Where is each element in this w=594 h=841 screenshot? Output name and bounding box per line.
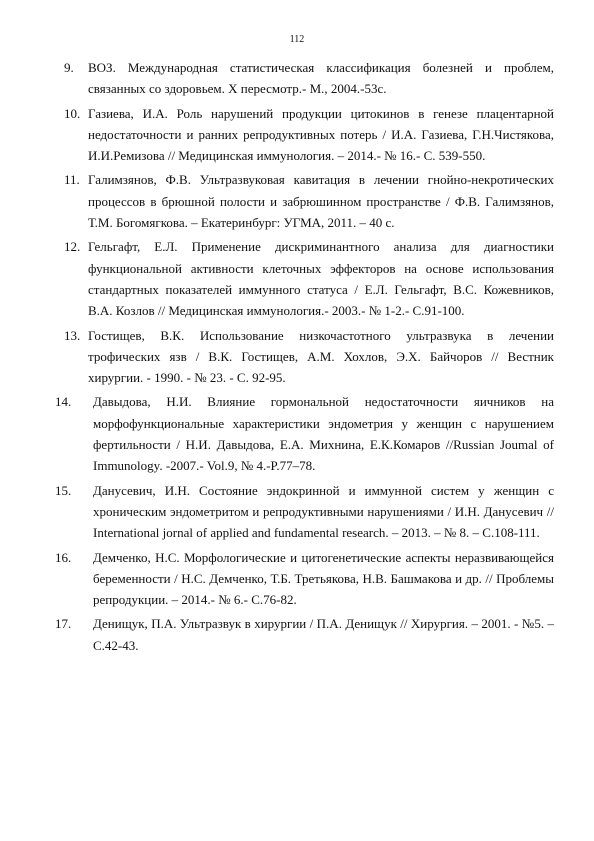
reference-text: Гельгафт, Е.Л. Применение дискриминантного анализа для диагностики функциональной активности клеточных эффекторов на основе использования стандартных показателей иммунного статуса / Е.Л. Гельгафт, В.С. Кожевников, В.А. Козлов // Медицинская иммунология.- 2003.- № 1-2.- С.91-100. — [88, 239, 554, 319]
reference-text: Денищук, П.А. Ультразвук в хирургии / П.А. Денищук // Хирургия. – 2001. - №5. – С.42-43. — [93, 616, 554, 653]
reference-number: 17. — [55, 616, 72, 632]
reference-item — [64, 57, 554, 100]
reference-number: 12. — [64, 239, 81, 255]
reference-number: 11. — [64, 172, 80, 188]
reference-number: 9. — [64, 60, 74, 75]
reference-text: Давыдова, Н.И. Влияние гормональной недостаточности яичников на морфофункциональные характеристики эндометрия у женщин с нарушением фертильности / Н.И. Давыдова, Е.А. Михнина, Е.К.Комаров //Russian Joumal of Immunology. -2007.- Vol.9, № 4.-P.77–78. — [93, 394, 554, 474]
reference-text: Гостищев, В.К. Использование низкочастотного ультразвука в лечении трофических язв / В.К. Гостищев, А.М. Хохлов, Э.Х. Байчоров // Вестник хирургии. - 1990. - № 23. - С. 92-95. — [88, 327, 554, 386]
reference-number: 14. — [55, 394, 72, 410]
reference-number: 15. — [55, 482, 72, 498]
reference-text: Газиева, И.А. Роль нарушений продукции цитокинов в генезе плацентарной недостаточности и ранних репродуктивных потерь / И.А. Газиева, Г.Н.Чистякова, И.И.Ремизова // Медицинская иммунология. – 2014.- № 16.- С. 539-550. — [88, 105, 554, 164]
reference-text: Галимзянов, Ф.В. Ультразвуковая кавитация в лечении гнойно-некротических процессов в брюшной полости и забрюшинном пространстве / Ф.В. Галимзянов, Т.М. Богомягкова. – Екатеринбург: УГМА, 2011. – 40 с. — [88, 172, 554, 231]
reference-item — [64, 325, 554, 389]
reference-number: 10. — [64, 105, 81, 121]
page-number: 112 — [289, 34, 305, 45]
reference-item — [55, 547, 554, 611]
reference-item — [55, 613, 554, 656]
reference-number: 13. — [64, 327, 81, 343]
reference-item — [55, 480, 554, 544]
reference-item — [55, 391, 554, 476]
reference-list — [55, 57, 554, 659]
reference-item — [64, 169, 554, 233]
reference-text: Демченко, Н.С. Морфологические и цитогенетические аспекты неразвивающейся беременности / Н.С. Демченко, Т.Б. Третьякова, Н.В. Башмакова и др. // Проблемы репродукции. – 2014.- № 6.- С.76-82. — [93, 549, 554, 608]
reference-text: ВОЗ. Международная статистическая классификация болезней и проблем, связанных со здоровьем. Х пересмотр.- М., 2004.-53с. — [88, 60, 554, 97]
reference-text: Данусевич, И.Н. Состояние эндокринной и иммунной систем у женщин с хроническим эндометритом и репродуктивными нарушениями / И.Н. Данусевич // International jornal of applied and fundamental research. – 2013. – № 8. – С.108-111. — [93, 482, 554, 541]
reference-number: 16. — [55, 549, 72, 565]
reference-item — [64, 236, 554, 321]
reference-item — [64, 103, 554, 167]
